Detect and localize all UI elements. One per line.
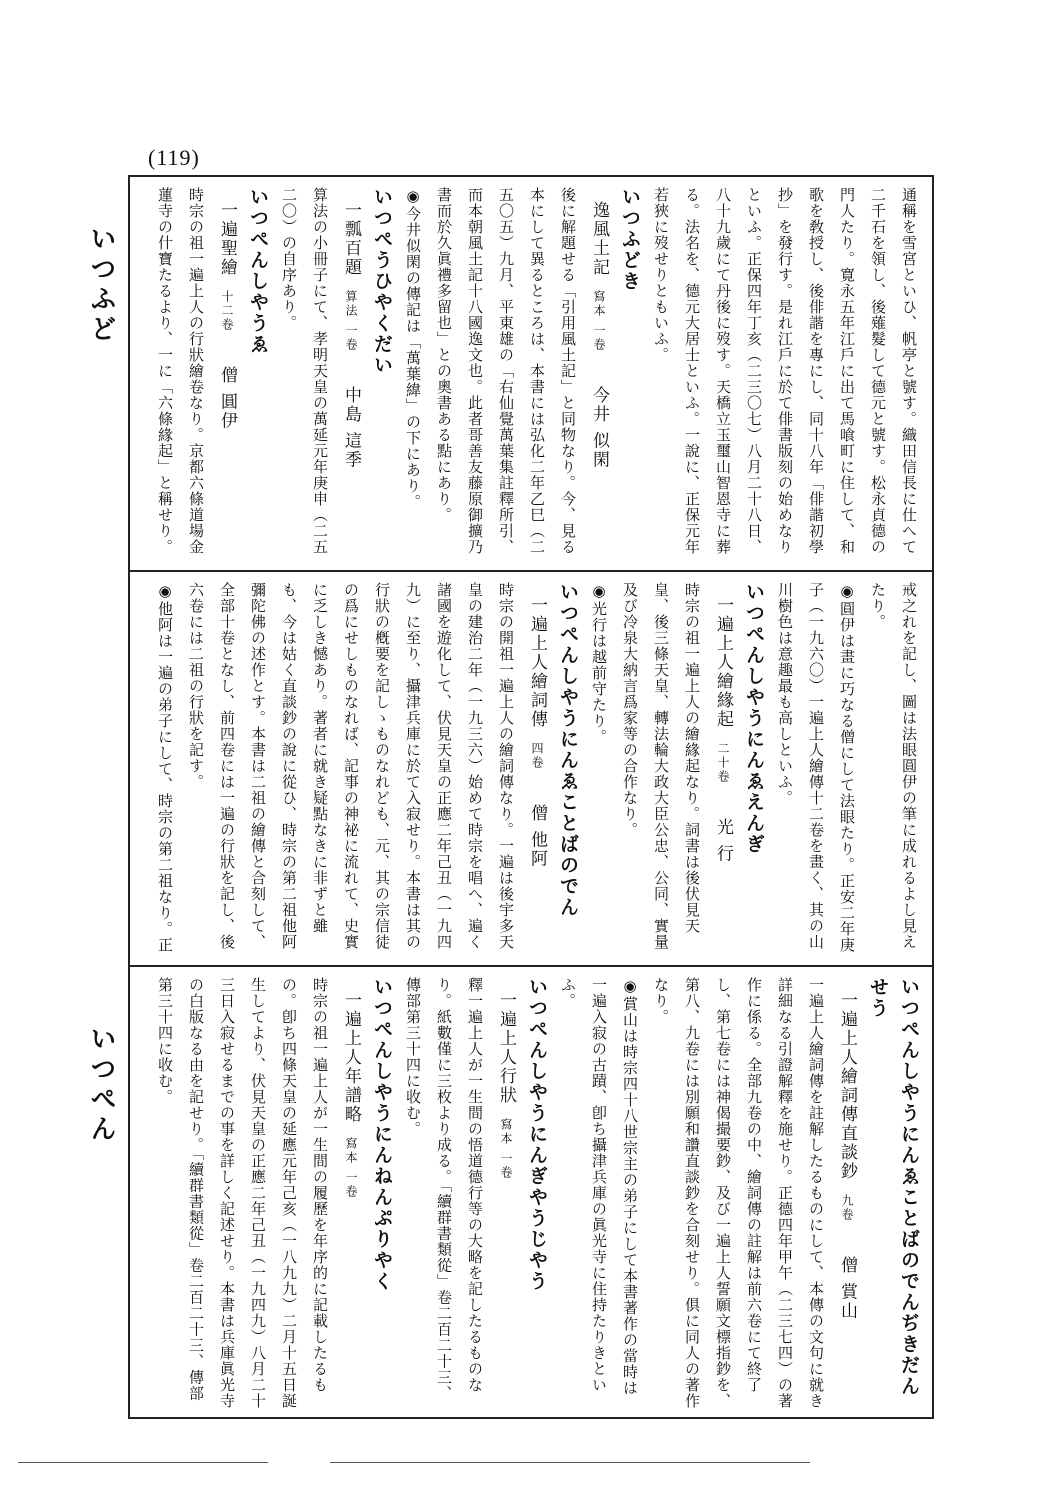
continuation-text: 通稱を雪宮といひ、帆亭と號す。織田信長に仕へて二千石を領し、後薙髮して德元と號す。松永貞德の門人たり。寛永五年江戶に出て馬喰町に住して、和歌を敎授し、後俳諧を專にし、同十八年「俳諧初學抄」を發行す。是れ江戶に於て俳書版刻の始めなりといふ。正保四年丁亥（二三〇七）八月二十八日、八十九歲にて丹後に歿す。天橋立玉璽山智恩寺に葬る。法名を、德元大居士といふ。一說に、正保元年若狹に歿せりともいふ。 [652, 187, 918, 555]
entry-heading: いつぺうひやくだい [371, 187, 393, 376]
page-number: (119) [148, 145, 200, 170]
entry-author: 中島 這季 [341, 385, 361, 470]
entry-body: 算法の小冊子にて、孝明天皇の萬延元年庚申（二五二〇）の自序あり。 [280, 187, 329, 555]
entry-heading: いつぺんしやうゑ [247, 187, 269, 355]
footer-rule [330, 1462, 810, 1463]
entry-body: 時宗の祖一遍上人が一生間の履歷を年序的に記載したるもの。卽ち四條天皇の延應元年己亥（一八九九）二月十五日誕生してより、伏見天皇の正應二年己丑（一九四九）八月二十三日入寂せるまでの事を詳しく記述せり。本書は兵庫眞光寺の白版なる由を記せり。「續群書類從」卷二百二十三、傳部第三十四に收む。 [156, 977, 329, 1409]
entry-title-line [490, 977, 521, 1409]
entry-heading: いつふどき [619, 187, 641, 292]
entry-title-line [335, 187, 366, 562]
entry-body: 時宗の開祖一遍上人の繪詞傳なり。一遍は後宇多天皇の建治二年（一九三六）始めて時宗を唱へ、遍く諸國を遊化して、伏見天皇の正應二年己丑（一九四九）に至り、攝津兵庫に於て入寂せり。本書は其の行狀の槪要を記しゝものなれども、元、其の宗信徒の爲にせしものなれば、記事の神祕に流れて、史實に乏しき憾あり。著者に就き疑點なきに非ずと雖も、今は姑く直談鈔の說に從ひ、時宗の第二祖他阿彌陀佛の述作とす。本書は二祖の繪傳と合刻して、全部十卷となし、前四卷には一遍の行狀を記し、後六卷には二祖の行狀を記す。 [187, 582, 515, 950]
page-frame [128, 175, 934, 1419]
entry-title: 一遍上人繪緣起 [713, 596, 733, 729]
running-head-top: いつふど [86, 225, 116, 345]
entry-body: 時宗の祖一遍上人の行狀繪卷なり。京都六條道場金蓮寺の什寶たるより、一に「六條緣起」と稱せり。 [156, 187, 205, 555]
entry-note: ◉他阿は一遍の弟子にして、時宗の第二祖なり。正 [156, 582, 174, 953]
running-head-bottom: いつぺん [86, 1025, 116, 1145]
entry-title: 逸風土記 [589, 201, 609, 277]
entry-title: 一遍上人年譜略 [341, 991, 361, 1124]
entry-title-line [583, 187, 614, 562]
entry-note: ◉光行は越前守たり。 [590, 582, 608, 745]
entry-volume: 四卷 [530, 742, 544, 771]
top-band-text [144, 187, 924, 562]
entry-note: ◉今井似閑の傳記は「萬葉緯」の下にあり。 [404, 187, 422, 510]
entry-body: 釋一遍上人が一生間の悟道德行等の大略を記したるものなり。紙數僅に三枚より成る。「續群書類從」卷二百二十三、傳部第三十四に收む。 [404, 977, 484, 1402]
middle-band [130, 572, 932, 967]
entry-title: 一遍上人行狀 [496, 991, 516, 1105]
entry-title-line [707, 582, 738, 957]
entry-volume: 算法 一卷 [344, 290, 358, 353]
entry-volume: 寫本 一卷 [499, 1118, 513, 1181]
entry-title: 一瓢百題 [341, 201, 361, 277]
bottom-band-text [144, 977, 924, 1409]
entry-heading: いつぺんしやうにんゑことばのでんぢきだんせう [867, 977, 920, 1397]
entry-title: 一遍聖繪 [217, 201, 237, 277]
entry-body: 後に解題せる「引用風土記」と同物なり。今、見る本にして異るところは、本書には弘化二年乙巳（二五〇五）九月、平東雄の「右仙覺萬葉集註釋所引、而本朝風土記十八國逸文也。此者哥善友藤原御擴乃書而於久眞禮多留也」との奧書ある點にあり。 [435, 187, 577, 555]
top-band [130, 177, 932, 572]
entry-title: 一遍上人繪詞傳 [527, 596, 547, 729]
continuation-text: 戒之れを記し、圖は法眼圓伊の筆に成れるよし見えたり。 [869, 582, 918, 950]
entry-title-line [335, 977, 366, 1409]
entry-volume: 寫本 一卷 [344, 1137, 358, 1200]
entry-note: ◉圓伊は畫に巧なる僧にして法眼たり。正安二年庚子（一九六〇）一遍上人繪傳十二卷を畫く、其の山川樹色は意趣最も高しといふ。 [776, 582, 856, 953]
entry-author: 僧 他阿 [527, 803, 547, 869]
footer-rule [18, 1462, 268, 1463]
entry-body: 一遍上人繪詞傳を註解したるものにして、本傳の文句に就き詳細なる引證解釋を施せり。正德四年甲午（二三七四）の著作に係る。全部九卷の中、繪詞傳の註解は前六卷にて終了し、第七卷には神偈撮要鈔、及び一遍上人誓願文標指鈔を、第八、九卷には別願和讚直談鈔を合刻せり。俱に同人の著作なり。 [652, 977, 825, 1409]
entry-title-line [211, 187, 242, 562]
entry-title-line [831, 977, 862, 1409]
entry-author: 僧 賞山 [837, 1255, 857, 1321]
entry-volume: 十二卷 [220, 290, 234, 333]
entry-note: ◉賞山は時宗四十八世宗主の弟子にして本書著作の當時は一遍入寂の古蹟、卽ち攝津兵庫の眞光寺に住持たりきといふ。 [559, 977, 639, 1396]
entry-body: 時宗の祖一遍上人の繪緣起なり。詞書は後伏見天皇、後三條天皇、轉法輪大政大臣公忠、公同、實量及び冷泉大納言爲家等の合作なり。 [621, 582, 701, 950]
middle-band-text [144, 582, 924, 957]
entry-heading: いつぺんしやうにんゑことばのでん [557, 582, 579, 918]
entry-heading: いつぺんしやうにんゑえんぎ [743, 582, 765, 855]
entry-volume: 寫本 一卷 [592, 290, 606, 353]
entry-heading: いつぺんしやうにんねんぷりやく [371, 977, 393, 1292]
entry-title-line [521, 582, 552, 957]
entry-title: 一遍上人繪詞傳直談鈔 [837, 991, 857, 1181]
entry-volume: 九卷 [840, 1194, 854, 1223]
bottom-band [130, 967, 932, 1417]
entry-author: 僧 圓伊 [217, 365, 237, 431]
entry-volume: 二十卷 [716, 742, 730, 785]
entry-author: 光 行 [713, 817, 733, 864]
entry-heading: いつぺんしやうにんぎやうじやう [526, 977, 548, 1292]
entry-author: 今井 似閑 [589, 385, 609, 470]
